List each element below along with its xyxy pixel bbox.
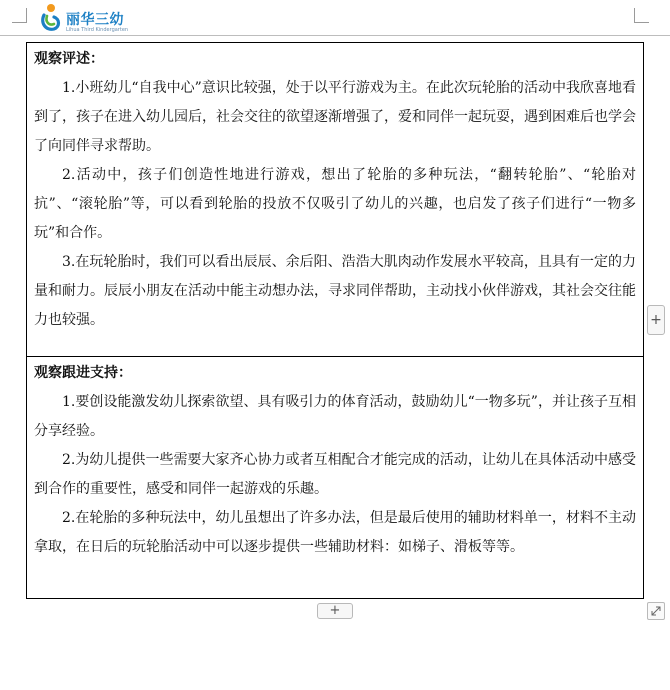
review-paragraph: 1.小班幼儿“自我中心”意识比较强，处于以平行游戏为主。在此次玩轮胎的活动中我欣喜地看到了，孩子在进入幼儿园后，社会交往的欲望逐渐增强了，爱和同伴一起玩耍，遇到困难后也学会了向同伴寻求帮助。 bbox=[34, 80, 636, 154]
support-paragraph: 1.要创设能激发幼儿探索欲望、具有吸引力的体育活动，鼓励幼儿“一物多玩”，并让孩子互相分享经验。 bbox=[34, 394, 636, 439]
review-paragraph: 3.在玩轮胎时，我们可以看出辰辰、余后阳、浩浩大肌肉动作发展水平较高，且具有一定的力量和耐力。辰辰小朋友在活动中能主动想办法，寻求同伴帮助，主动找小伙伴游戏，其社会交往能力也较强。 bbox=[34, 254, 636, 328]
observation-table bbox=[26, 42, 644, 599]
header-divider bbox=[0, 35, 670, 36]
kindergarten-logo bbox=[38, 3, 128, 35]
logo-name: 丽华三幼 bbox=[66, 12, 124, 28]
margin-corner-mark-right bbox=[634, 8, 649, 23]
observation-review-cell[interactable] bbox=[27, 43, 643, 357]
observation-review-title: 观察评述： bbox=[34, 51, 104, 67]
margin-corner-mark-left bbox=[12, 8, 27, 23]
logo-subtitle: Lihua Third Kindergarten bbox=[66, 27, 129, 33]
add-row-button[interactable]: + bbox=[317, 603, 353, 619]
table-resize-handle[interactable] bbox=[647, 602, 665, 620]
follow-up-support-cell[interactable] bbox=[27, 357, 643, 598]
support-paragraph: 2.为幼儿提供一些需要大家齐心协力或者互相配合才能完成的活动，让幼儿在具体活动中感受到合作的重要性，感受和同伴一起游戏的乐趣。 bbox=[34, 452, 636, 497]
add-column-button[interactable]: + bbox=[647, 305, 665, 335]
support-paragraph: 2.在轮胎的多种玩法中，幼儿虽想出了许多办法，但是最后使用的辅助材料单一，材料不主动拿取，在日后的玩轮胎活动中可以逐步提供一些辅助材料：如梯子、滑板等等。 bbox=[34, 510, 636, 555]
review-paragraph: 2.活动中，孩子们创造性地进行游戏，想出了轮胎的多种玩法，“翻转轮胎”、“轮胎对抗”、“滚轮胎”等，可以看到轮胎的投放不仅吸引了幼儿的兴趣，也启发了孩子们进行“一物多玩”和合作。 bbox=[34, 167, 636, 241]
page-header bbox=[0, 0, 670, 36]
kindergarten-logo-icon bbox=[38, 3, 64, 33]
follow-up-support-title: 观察跟进支持： bbox=[34, 365, 132, 381]
resize-diagonal-icon bbox=[648, 603, 664, 619]
